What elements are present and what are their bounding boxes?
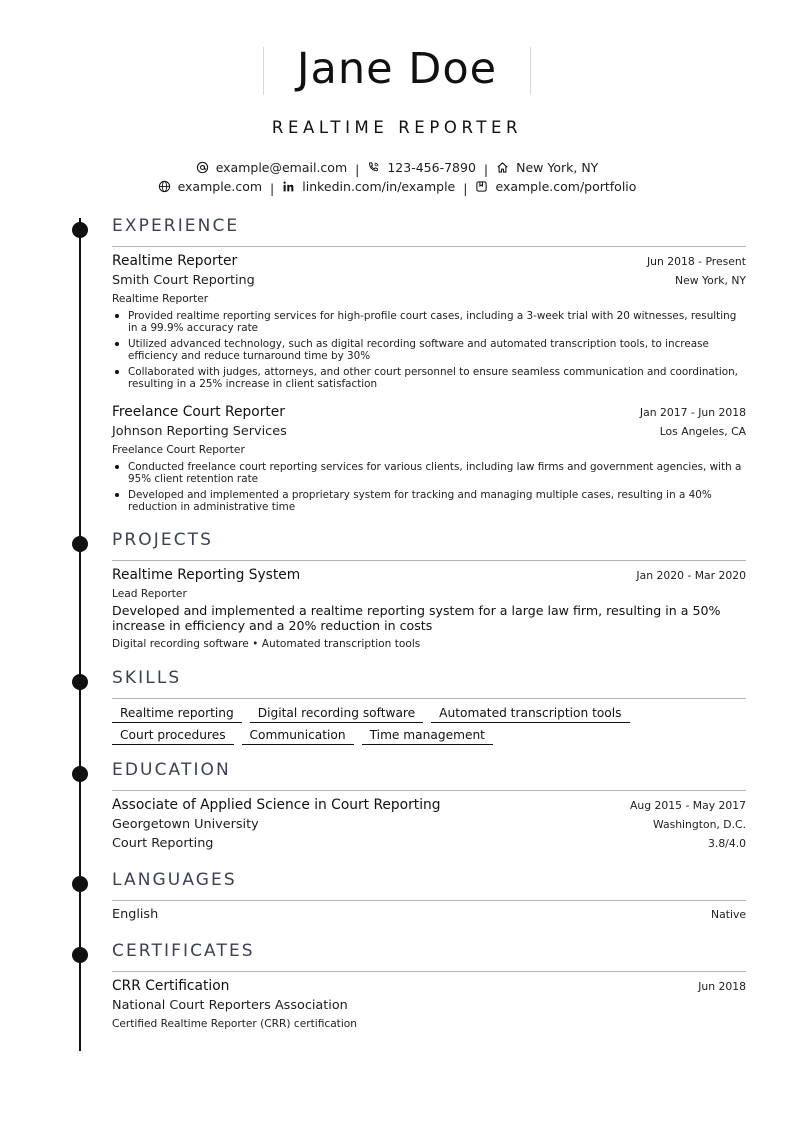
company-name: Johnson Reporting Services bbox=[112, 424, 287, 439]
section-title-education: EDUCATION bbox=[112, 760, 231, 780]
job-position: Freelance Court Reporter bbox=[112, 444, 245, 456]
contact-location-text: New York, NY bbox=[516, 160, 599, 175]
job-location: Los Angeles, CA bbox=[659, 425, 746, 438]
contact-portfolio[interactable] bbox=[475, 179, 636, 194]
section-title-languages: LANGUAGES bbox=[112, 870, 237, 890]
job-location: New York, NY bbox=[675, 274, 746, 287]
section-title-skills: SKILLS bbox=[112, 668, 182, 688]
timeline-dot-projects bbox=[72, 536, 88, 552]
skill-tag: Court procedures bbox=[112, 728, 234, 745]
job-bullet: Conducted freelance court reporting services for various clients, including law firms and government agencies, with a 95% client retention rate bbox=[112, 461, 746, 485]
contact-portfolio-text: example.com/portfolio bbox=[495, 179, 637, 194]
section-divider bbox=[112, 246, 746, 247]
contact-phone[interactable] bbox=[367, 160, 476, 175]
skill-tag: Digital recording software bbox=[250, 706, 423, 723]
candidate-role: REALTIME REPORTER bbox=[271, 118, 523, 137]
project-dates: Jan 2020 - Mar 2020 bbox=[636, 569, 746, 582]
job-bullets bbox=[112, 461, 746, 517]
linkedin-icon bbox=[282, 180, 295, 193]
section-divider bbox=[112, 790, 746, 791]
project-tools: Digital recording software • Automated transcription tools bbox=[112, 638, 421, 650]
job-bullet: Developed and implemented a proprietary system for tracking and managing multiple cases, resulting in a 40% reduction in administrative time bbox=[112, 489, 746, 513]
section-divider bbox=[112, 698, 746, 699]
certificate-description: Certified Realtime Reporter (CRR) certification bbox=[112, 1018, 357, 1030]
language-name: English bbox=[112, 907, 159, 922]
certificate-title: CRR Certification bbox=[112, 978, 230, 994]
job-bullet: Provided realtime reporting services for high-profile court cases, including a 3-week trial with 20 witnesses, resulting in a 99.9% accuracy rate bbox=[112, 310, 746, 334]
school-location: Washington, D.C. bbox=[652, 818, 746, 831]
contact-email-text: example@email.com bbox=[215, 160, 348, 175]
portfolio-icon bbox=[475, 180, 488, 193]
contact-email[interactable] bbox=[196, 160, 347, 175]
job-bullets bbox=[112, 310, 746, 394]
field-of-study: Court Reporting bbox=[112, 836, 214, 851]
contact-phone-text: 123-456-7890 bbox=[387, 160, 476, 175]
timeline-dot-certificates bbox=[72, 947, 88, 963]
job-bullet: Utilized advanced technology, such as digital recording software and automated transcription tools, to increase efficiency and reduce turnaround time by 30% bbox=[112, 338, 746, 362]
skill-tag: Time management bbox=[362, 728, 493, 745]
contact-website-text: example.com bbox=[177, 179, 263, 194]
certificate-issuer: National Court Reporters Association bbox=[112, 998, 348, 1013]
section-title-experience: EXPERIENCE bbox=[112, 216, 240, 236]
company-name: Smith Court Reporting bbox=[112, 273, 255, 288]
contact-separator: | bbox=[483, 162, 489, 177]
timeline-dot-skills bbox=[72, 674, 88, 690]
education-dates: Aug 2015 - May 2017 bbox=[630, 799, 746, 812]
contact-separator: | bbox=[463, 181, 468, 196]
language-level: Native bbox=[711, 908, 746, 921]
contact-separator: | bbox=[270, 181, 275, 196]
home-icon bbox=[496, 161, 509, 174]
timeline-line bbox=[79, 218, 81, 1051]
skill-tag: Automated transcription tools bbox=[431, 706, 629, 723]
contact-linkedin[interactable] bbox=[282, 179, 455, 194]
job-dates: Jan 2017 - Jun 2018 bbox=[639, 406, 746, 419]
section-divider bbox=[112, 560, 746, 561]
section-divider bbox=[112, 900, 746, 901]
globe-icon bbox=[158, 180, 171, 193]
school-name: Georgetown University bbox=[112, 817, 259, 832]
skill-tag: Communication bbox=[242, 728, 354, 745]
project-description: Developed and implemented a realtime reporting system for a large law firm, resulting in a 50% increase in efficiency and a 20% reduction in costs bbox=[112, 603, 721, 633]
timeline-dot-education bbox=[72, 766, 88, 782]
job-dates: Jun 2018 - Present bbox=[646, 255, 746, 268]
contact-separator: | bbox=[355, 162, 360, 177]
phone-icon bbox=[367, 161, 380, 174]
section-title-certificates: CERTIFICATES bbox=[112, 941, 255, 961]
job-title: Freelance Court Reporter bbox=[112, 404, 285, 420]
job-bullet: Collaborated with judges, attorneys, and other court personnel to ensure seamless communication and coordination, resulting in a 25% increase in client satisfaction bbox=[112, 366, 746, 390]
contact-line-1 bbox=[0, 160, 794, 177]
contact-line-2 bbox=[0, 179, 794, 196]
job-title: Realtime Reporter bbox=[112, 253, 238, 269]
job-position: Realtime Reporter bbox=[112, 293, 209, 305]
timeline-dot-languages bbox=[72, 876, 88, 892]
project-role: Lead Reporter bbox=[112, 588, 187, 600]
contact-location bbox=[496, 160, 598, 175]
candidate-name: Jane Doe bbox=[296, 44, 498, 94]
section-divider bbox=[112, 971, 746, 972]
timeline-dot-experience bbox=[72, 222, 88, 238]
certificate-date: Jun 2018 bbox=[698, 980, 746, 993]
degree-title: Associate of Applied Science in Court Reporting bbox=[112, 797, 441, 813]
language-entry bbox=[112, 907, 746, 922]
contact-linkedin-text: linkedin.com/in/example bbox=[302, 179, 456, 194]
contact-website[interactable] bbox=[158, 179, 262, 194]
section-title-projects: PROJECTS bbox=[112, 530, 214, 550]
project-title: Realtime Reporting System bbox=[112, 567, 301, 583]
skill-tag: Realtime reporting bbox=[112, 706, 242, 723]
at-icon bbox=[196, 161, 209, 174]
skills-list bbox=[112, 706, 746, 750]
gpa: 3.8/4.0 bbox=[708, 837, 746, 850]
